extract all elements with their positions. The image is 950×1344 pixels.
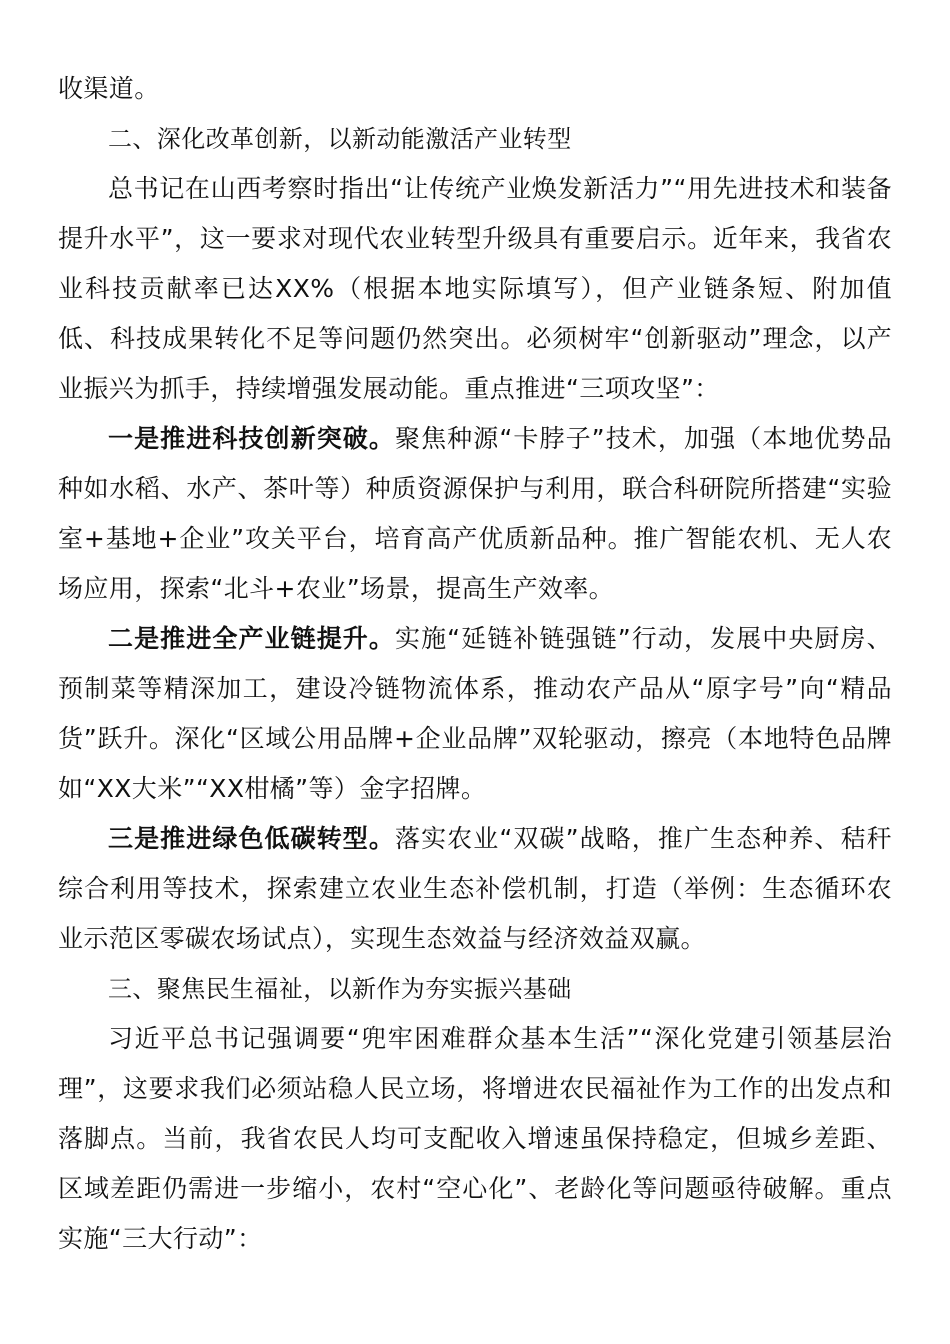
body-industry-chain: 实施“延链补链强链”行动，发展中央厨房、预制菜等精深加工，建设冷链物流体系，推动农产品从“原字号”向“精品货”跃升。深化“区域公用品牌+企业品牌”双轮驱动，擦亮（本地特色品牌如“XX大米”“XX柑橘”等）金字招牌。 bbox=[58, 624, 893, 803]
paragraph-green-transition bbox=[58, 814, 892, 964]
lead-green-transition: 三是推进绿色低碳转型。 bbox=[108, 824, 395, 853]
paragraph-industry-chain bbox=[58, 614, 892, 814]
section-heading-2: 二、深化改革创新，以新动能激活产业转型 bbox=[108, 125, 572, 153]
document-page bbox=[58, 64, 892, 1264]
body-tech-innovation: 聚焦种源“卡脖子”技术，加强（本地优势品种如水稻、水产、茶叶等）种质资源保护与利用，联合科研院所搭建“实验室+基地+企业”攻关平台，培育高产优质新品种。推广智能农机、无人农场应用，探索“北斗+农业”场景，提高生产效率。 bbox=[58, 424, 893, 603]
paragraph-innovation-intro: 总书记在山西考察时指出“让传统产业焕发新活力”“用先进技术和装备提升水平”，这一要求对现代农业转型升级具有重要启示。近年来，我省农业科技贡献率已达XX%（根据本地实际填写），但产业链条短、附加值低、科技成果转化不足等问题仍然突出。必须树牢“创新驱动”理念，以产业振兴为抓手，持续增强发展动能。重点推进“三项攻坚”： bbox=[58, 174, 892, 403]
section-heading-3: 三、聚焦民生福祉，以新作为夯实振兴基础 bbox=[108, 975, 572, 1003]
lead-industry-chain: 二是推进全产业链提升。 bbox=[108, 624, 395, 653]
body-green-transition: 落实农业“双碳”战略，推广生态种养、秸秆综合利用等技术，探索建立农业生态补偿机制，打造（举例：生态循环农业示范区零碳农场试点），实现生态效益与经济效益双赢。 bbox=[58, 824, 893, 953]
lead-tech-innovation: 一是推进科技创新突破。 bbox=[108, 424, 395, 453]
paragraph-continuation: 收渠道。 bbox=[58, 74, 160, 103]
paragraph-livelihood-intro: 习近平总书记强调要“兜牢困难群众基本生活”“深化党建引领基层治理”，这要求我们必须站稳人民立场，将增进农民福祉作为工作的出发点和落脚点。当前，我省农民人均可支配收入增速虽保持稳定，但城乡差距、区域差距仍需进一步缩小，农村“空心化”、老龄化等问题亟待破解。重点实施“三大行动”： bbox=[58, 1024, 892, 1253]
paragraph-tech-innovation bbox=[58, 414, 892, 614]
